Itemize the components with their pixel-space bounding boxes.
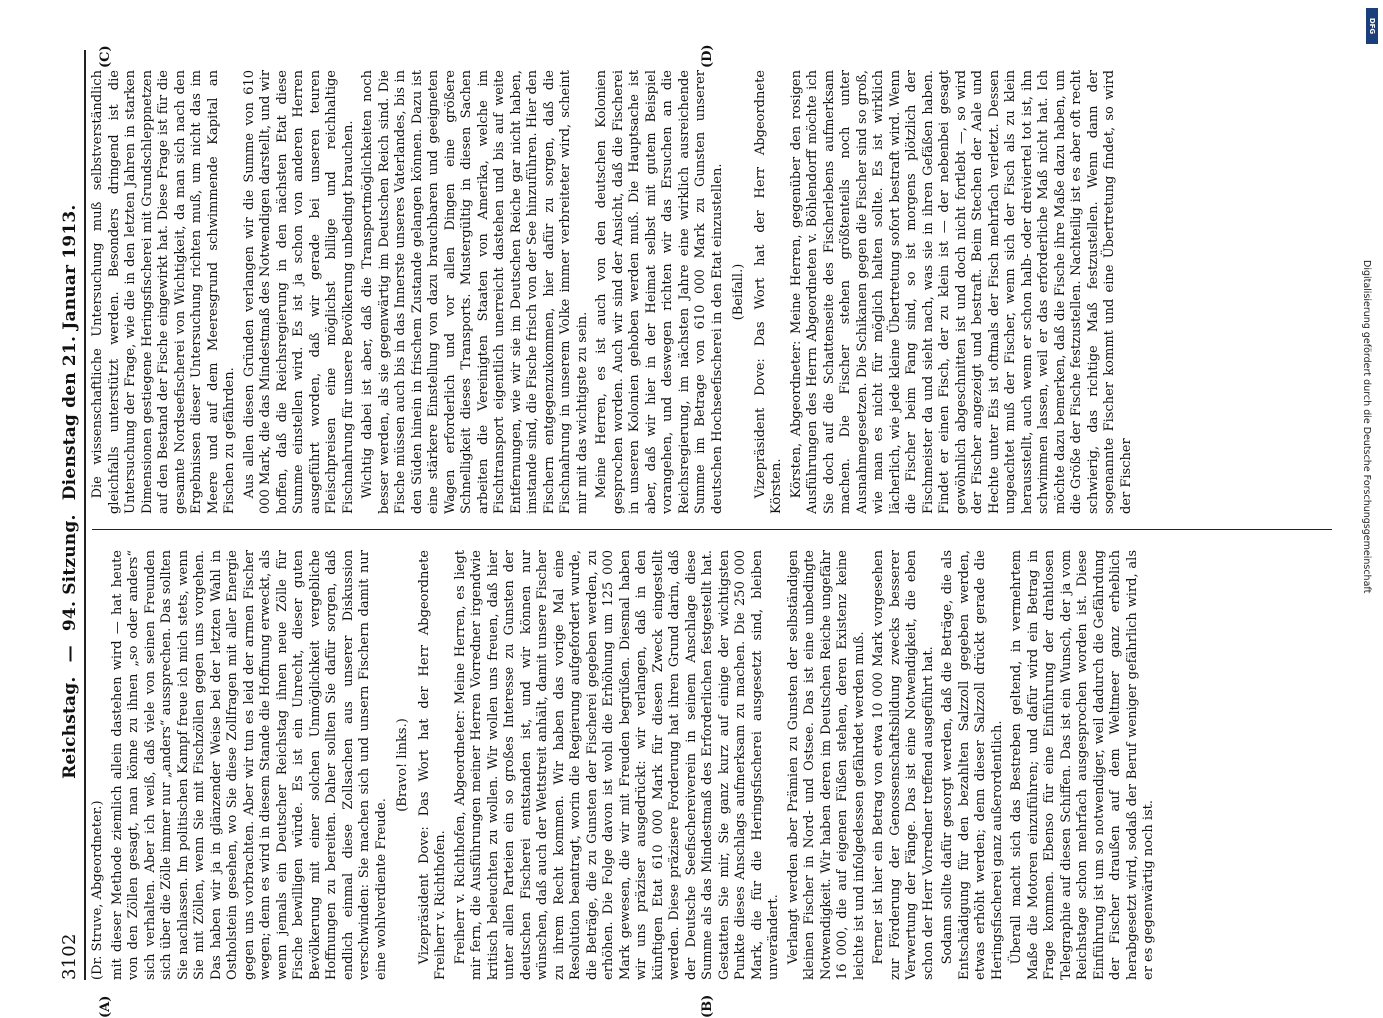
title-dash: — [60,645,80,663]
document-page [40,44,1350,1018]
paragraph: Wichtig dabei ist aber, daß die Transportmöglichkeiten noch besser werden, als sie gegenwärtig im Deutschen Reich sind. Die Fische müssen auch bis in das Innerste unseres Vaterlandes, bis in den Süden hinein in frischem Zustande gelangen können. Dazu ist eine stärkere Einstellung von dazu brauchbaren und geeigneten Wagen erforderlich und vor allen Dingen eine größere Schnelligkeit dieses Transports. Mustergültig in diesen Sachen arbeiten die Vereinigten Staaten von Amerika, welche im Fischtransport eigentlich unerreicht dastehen und bis auf weite Entfernungen, wie wir sie im Deutschen Reiche gar nicht haben, imstande sind, die Fische frisch von der See hinzuführen. Hier den Fischern entgegenzukommen, hier dafür zu sorgen, daß die Fischnahrung in unserem Volke immer verbreiteter wird, scheint mir mit das wichtigste zu sein. [360,70,590,514]
speaker-note: (Dr. Struve, Abgeordneter.) [90,800,105,980]
digitization-notice: Digitalisierung gefördert durch die Deutsche Forschungsgemeinschaft [1361,260,1372,594]
paragraph: Meine Herren, es ist auch von den deutschen Kolonien gesprochen worden. Auch wir sind der Ansicht, daß die Fischerei in unseren Kolonien gehoben werden muß. Die Hauptsache ist aber, daß wir hier in der Heimat selbst mit gutem Beispiel vorangehen, und deswegen richten wir das Ersuchen an die Reichsregierung, im nächsten Jahre eine wirklich ausreichende Summe im Betrage von 610 000 Mark zu Gunsten unserer deutschen Hochseefischerei in den Etat einzustellen. [594,70,725,514]
column-divider [92,529,1332,530]
paragraph: Aus allen diesen Gründen verlangen wir die Summe von 610 000 Mark, die das Mindestmaß des Notwendigen darstellt, und wir hoffen, daß die Reichsregierung in den nächsten Etat diese Summe einstellen wird. Es ist ja schon von anderen Herren ausgeführt worden, daß wir gerade bei unseren teuren Fleischpreisen eine möglichst billige und reichhaltige Fischnahrung für unsere Bevölkerung unbedingt brauchen. [241,70,356,514]
right-column [90,70,1340,514]
dfg-logo [1366,8,1378,44]
margin-mark-d: (D) [700,44,715,68]
paragraph: Freiherr v. Richthofen, Abgeordneter: Meine Herren, es liegt mir fern, die Ausführungen meiner Herren Vorredner irgendwie kritisch beleuchten zu wollen. Wir wollen uns freuen, daß hier unter allen Parteien ein so großes Interesse zu Gunsten der deutschen Fischerei entstanden ist, und wir können nur wünschen, daß auch der Wettstreit anhält, damit unsere Fischer zu ihrem Recht kommen. Wir haben das vorige Mal eine Resolution beantragt, worin die Regierung aufgefordert wurde, die Beträge, die zu Gunsten der Fischerei gegeben werden, zu erhöhen. Die Folge davon ist wohl die Erhöhung um 125 000 Mark gewesen, die wir mit Freuden begrüßen. Diesmal haben wir uns präziser ausgedrückt: wir verlangen, daß in den künftigen Etat 610 000 Mark für diesen Zweck eingestellt werden. Diese präzisere Forderung hat ihren Grund darin, daß der Deutsche Seefischereiverein in seinem Anschlage diese Summe als das Mindestmaß des Erforderlichen festgestellt hat. Gestatten Sie mir, Sie ganz kurz auf einige der wichtigsten Punkte dieses Anschlags aufmerksam zu machen. Die 250 000 Mark, die für die Heringsfischerei ausgesetzt sind, bleiben unverändert. [452,550,781,980]
paragraph: Die wissenschaftliche Untersuchung muß selbstverständlich gleichfalls unterstützt werden. Besonders dringend ist die Untersuchung der Frage, wie die in den letzten Jahren in starken Dimensionen gestiegene Heringsfischerei mit Grundschleppnetzen auf den Bestand der Fische eingewirkt hat. Diese Frage ist für die gesamte Nordseefischerei von Wichtigkeit, da man sich nach den Ergebnissen dieser Untersuchung richten muß, um nicht das im Meere und auf dem Meeresgrund schwimmende Kapital an Fischen zu gefährden. [90,70,237,514]
paragraph: Körsten, Abgeordneter: Meine Herren, gegenüber den rosigen Ausführungen des Herrn Abgeordneten v. Böhlendorff möchte ich Sie doch auf die Schattenseite des Fischerlebens aufmerksam machen. Die Fischer stehen größtenteils noch unter Ausnahmegesetzen. Die Schikanen gegen die Fischer sind so groß, wie man es nicht für möglich halten sollte. Es ist wirklich lächerlich, wie jede kleine Übertretung sofort bestraft wird. Wenn die Fischer beim Fang sind, so ist morgens plötzlich der Fischmeister da und sieht nach, was sie in ihren Gefäßen haben. Findet er einen Fisch, der zu klein ist — der nebenbei gesagt gewöhnlich abgeschnitten ist und doch nicht fortlebt —, so wird der Fischer angezeigt und bestraft. Beim Stechen der Aale und Hechte unter Eis ist oftmals der Fisch mehrfach verletzt. Dessen ungeachtet muß der Fischer, wenn sich der Fisch als zu klein herausstellt, auch wenn er schon halb- oder dreiviertel tot ist, ihn schwimmen lassen, weil er das erforderliche Maß nicht hat. Ich möchte dazu bemerken, daß die Fische ihre Maße dazu haben, um die Größe der Fische festzustellen. Nachteilig ist es aber oft recht schwierig, das richtige Maß festzustellen. Wenn dann der sogenannte Fischer kommt und eine Übertretung findet, so wird der Fischer [788,70,1134,514]
paragraph: Ferner ist hier ein Betrag von etwa 10 000 Mark vorgesehen zur Förderung der Genossenschaftsbildung zwecks besserer Verwertung der Fänge. Das ist eine Notwendigkeit, die eben schon der Herr Vorredner treffend ausgeführt hat. [871,550,936,980]
margin-mark-a: (A) [98,995,113,1018]
title-session: 94. Sitzung. [60,514,80,632]
margin-mark-b: (B) [700,994,715,1018]
dfg-logo-text: DFG [1368,17,1376,35]
applause-note: (Bravo! links.) [395,718,410,812]
vice-president-remark: Vizepräsident Dove: Das Wort hat der Herr Abgeordnete Freiherr v. Richthofen. [416,550,448,980]
paragraph: Überall macht sich das Bestreben geltend, in vermehrtem Maße die Motoren einzuführen; und dafür wird ein Betrag in Frage kommen. Ebenso für eine Einführung der drahtlosen Telegraphie auf diesen Schiffen. Das ist ein Wunsch, der ja vom Reichstage schon mehrfach ausgesprochen worden ist. Diese Einführung ist um so notwendiger, weil dadurch die Gefährdung der Fischer draußen auf dem Weltmeer ganz erheblich herabgesetzt wird, sodaß der Beruf weniger gefährlich wird, als er es gegenwärtig noch ist. [1009,550,1156,980]
paragraph: Sodann sollte dafür gesorgt werden, daß die Beträge, die als Entschädigung für den bezahlten Salzzoll gegeben werden, etwas erhöht werden; denn dieser Salzzoll drückt gerade die Heringsfischerei ganz außerordentlich. [940,550,1005,980]
header-rule [84,50,86,980]
paragraph: mit dieser Methode ziemlich allein dastehen wird — hat heute von den Zöllen gesagt, man könne zu ihnen „so oder anders“ sich verhalten. Aber ich weiß, daß viele von seinen Freunden sich über die Zölle immer nur „anders“ aussprechen. Das sollten Sie nachlassen. Im politischen Kampf freue ich mich stets, wenn Sie mit Zöllen, wenn Sie mit Fischzöllen gegen uns vorgehen. Das haben wir ja in glänzender Weise bei der letzten Wahl in Ostholstein gesehen, wo Sie diese Zollfragen mit aller Energie gegen uns vorbrachten. Aber wir tun es leid der armen Fischer wegen; denn es wird in diesem Stande die Hoffnung erweckt, als wenn jemals ein Deutscher Reichstag ihnen neue Zölle für Fische bewilligen würde. Es ist ein Unrecht, dieser guten Bevölkerung mit einer solchen Unmöglichkeit vergebliche Hoffnungen zu bereiten. Daher sollten Sie dafür sorgen, daß endlich einmal diese Zollsachen aus unserer Diskussion verschwinden: Sie machen sich und unsern Fischern damit nur eine wohlverdiente Freude. [109,550,389,980]
margin-mark-c: (C) [98,45,113,68]
page-title [60,50,80,933]
title-date: Dienstag den 21. Januar 1913. [60,204,80,501]
title-reichstag: Reichstag. [60,676,80,779]
paragraph: Verlangt werden aber Prämien zu Gunsten der selbständigen kleinen Fischer in Nord- und Ostsee. Das ist eine unbedingte Notwendigkeit. Wir haben deren im Deutschen Reiche ungefähr 16 000, die auf eigenen Füßen stehen, deren Existenz keine leichte ist und infolgedessen gefährdet werden muß. [785,550,867,980]
left-column [90,550,1340,980]
vice-president-remark: Vizepräsident Dove: Das Wort hat der Herr Abgeordnete Körsten. [752,70,784,514]
applause-note: (Beifall.) [731,263,746,321]
page-number: 3102 [59,933,80,980]
page-header [40,50,80,980]
